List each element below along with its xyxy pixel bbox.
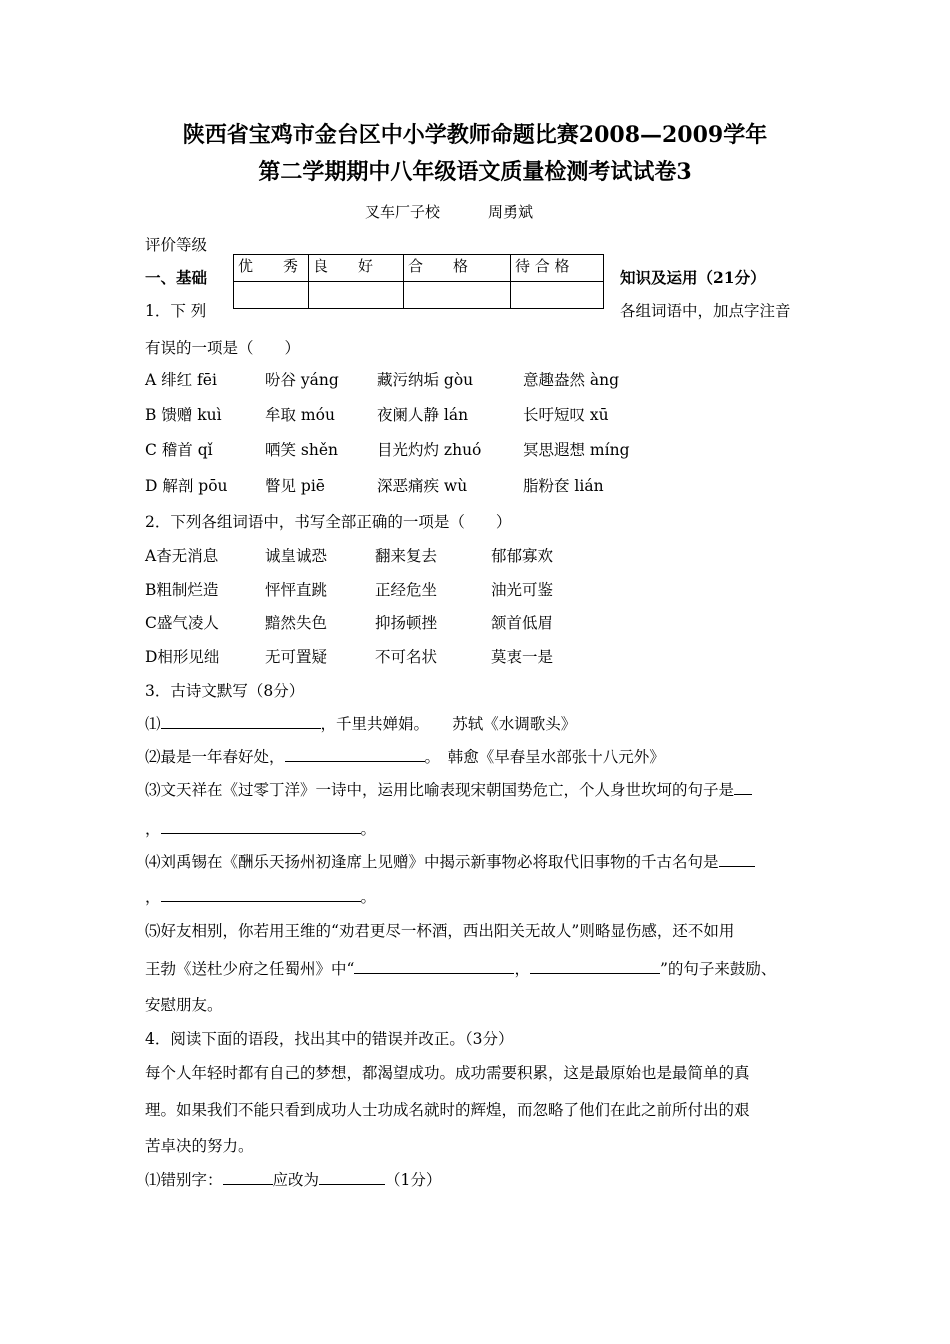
- exam-title-line1: 陕西省宝鸡市金台区中小学教师命题比赛2008—2009学年: [182, 122, 768, 148]
- q1-item: 意趣盎然 àng: [523, 371, 620, 389]
- q3-item-number: ⑴: [145, 715, 161, 733]
- author-name: 周勇斌: [488, 203, 534, 221]
- q3-item-5-line1: ⑸好友相别，你若用王维的“劝君更尽一杯酒，西出阳关无故人”则略显伤感，还不如用: [145, 922, 735, 940]
- q1-item: C 稽首 qǐ: [145, 441, 213, 459]
- q4-passage-line3: 苦卓决的努力。: [145, 1137, 254, 1155]
- answer-blank[interactable]: [530, 958, 660, 974]
- q1-item: 吩谷 yáng: [265, 371, 339, 389]
- q2-item: C盛气凌人: [145, 614, 219, 632]
- q2-item: 翻来复去: [375, 547, 438, 565]
- q1-item: 脂粉奁 lián: [523, 477, 604, 495]
- q3-item-text: ⑵最是一年春好处，: [145, 748, 285, 766]
- answer-blank[interactable]: [161, 713, 321, 729]
- q2-item: 正经危坐: [375, 581, 438, 599]
- q2-item: 郁郁寡欢: [491, 547, 554, 565]
- q2-item: 黯然失色: [265, 614, 328, 632]
- q4-sub-1: [145, 1168, 441, 1190]
- section1-heading-left: 一、基础: [145, 268, 208, 287]
- q4-passage-line1: 每个人年轻时都有自己的梦想，都渴望成功。成功需要积累，这是最原始也是最简单的真: [145, 1064, 750, 1082]
- q1-item: 瞥见 piē: [265, 477, 325, 495]
- q2-item: 无可置疑: [265, 648, 328, 666]
- q4-stem: 4．阅读下面的语段，找出其中的错误并改正。（3分）: [145, 1030, 514, 1048]
- q3-item-text: ”的句子来鼓励、: [659, 960, 777, 978]
- q2-stem: 2．下列各组词语中，书写全部正确的一项是（ ）: [145, 513, 512, 531]
- answer-blank[interactable]: [719, 851, 755, 867]
- q1-item: 冥思遐想 míng: [523, 441, 630, 459]
- exam-title-line2: 第二学期期中八年级语文质量检测考试试卷3: [258, 159, 692, 185]
- answer-blank[interactable]: [734, 779, 752, 795]
- q2-item: 颔首低眉: [491, 614, 554, 632]
- q3-item-5-line3: 安慰朋友。: [145, 996, 223, 1014]
- answer-blank[interactable]: [161, 818, 361, 834]
- q3-item-text: 。 韩愈《早春呈水部张十八元外》: [424, 748, 665, 766]
- q2-item: 诚皇诚恐: [265, 547, 328, 565]
- q4-sub-text: ⑴错别字：: [145, 1171, 223, 1189]
- q2-item: 油光可鉴: [491, 581, 554, 599]
- q3-item-4: [145, 850, 755, 872]
- author-line: [365, 201, 533, 222]
- q1-item: 夜阑人静 lán: [377, 406, 469, 424]
- grade-cell[interactable]: [404, 282, 511, 309]
- q1-item: A 绯红 fēi: [145, 371, 217, 389]
- answer-blank[interactable]: [223, 1169, 273, 1185]
- q2-item: 抑扬顿挫: [375, 614, 438, 632]
- q1-stem-left: 1．下 列: [145, 302, 207, 320]
- q2-item: 莫衷一是: [491, 648, 554, 666]
- q1-item: B 馈赠 kuì: [145, 406, 222, 424]
- q4-sub-text: （1分）: [385, 1171, 442, 1189]
- q3-item-2: [145, 745, 665, 767]
- q1-stem-cont: 有误的一项是（ ）: [145, 339, 301, 357]
- q3-item-1: [145, 712, 576, 734]
- grade-level-excellent: 优 秀: [234, 255, 309, 282]
- q3-item-3: [145, 778, 752, 800]
- q1-item: 深恶痛疾 wù: [377, 477, 468, 495]
- section1-heading-right: 知识及运用（21分）: [620, 268, 766, 287]
- grade-table: [233, 254, 604, 309]
- answer-blank[interactable]: [319, 1169, 385, 1185]
- q1-item: 藏污纳垢 gòu: [377, 371, 474, 389]
- q3-item-3-cont: [145, 817, 376, 839]
- q4-sub-text: 应改为: [272, 1171, 320, 1189]
- grade-level-good: 良 好: [309, 255, 404, 282]
- q3-stem: 3．古诗文默写（8分）: [145, 682, 305, 700]
- q3-item-5-line2: [145, 957, 776, 979]
- q3-item-text: ⑶文天祥在《过零丁洋》一诗中，运用比喻表现宋朝国势危亡，个人身世坎坷的句子是: [145, 781, 735, 799]
- answer-blank[interactable]: [285, 746, 425, 762]
- q1-stem-right: 各组词语中，加点字注音: [620, 302, 791, 320]
- q4-passage-line2: 理。如果我们不能只看到成功人士功成名就时的辉煌，而忽略了他们在此之前所付出的艰: [145, 1101, 750, 1119]
- answer-blank[interactable]: [161, 886, 361, 902]
- school-name: 叉车厂子校: [365, 203, 441, 221]
- q1-item: 哂笑 shěn: [265, 441, 339, 459]
- answer-blank[interactable]: [354, 958, 514, 974]
- q1-item: 目光灼灼 zhuó: [377, 441, 482, 459]
- q3-item-4-cont: [145, 885, 376, 907]
- grade-cell[interactable]: [309, 282, 404, 309]
- grade-level-pass: 合 格: [404, 255, 511, 282]
- q1-item: 牟取 móu: [265, 406, 335, 424]
- q2-item: A杳无消息: [145, 547, 219, 565]
- q3-item-text: ，: [514, 960, 530, 978]
- q3-item-text: ，: [145, 820, 161, 838]
- q3-item-text: ，: [145, 888, 161, 906]
- q3-item-text: ⑷刘禹锡在《酬乐天扬州初逢席上见赠》中揭示新事物必将取代旧事物的千古名句是: [145, 853, 719, 871]
- q2-item: B粗制烂造: [145, 581, 219, 599]
- q1-item: D 解剖 pōu: [145, 477, 228, 495]
- grade-cell[interactable]: [511, 282, 604, 309]
- q2-item: D相形见绌: [145, 648, 220, 666]
- grade-label: 评价等级: [145, 236, 208, 254]
- q1-item: 长吁短叹 xū: [523, 406, 609, 424]
- grade-cell[interactable]: [234, 282, 309, 309]
- q2-item: 怦怦直跳: [265, 581, 328, 599]
- q3-item-text: ，千里共婵娟。 苏轼《水调歌头》: [320, 715, 577, 733]
- q2-item: 不可名状: [375, 648, 438, 666]
- q3-item-text: 王勃《送杜少府之任蜀州》中“: [145, 960, 355, 978]
- q3-item-text: 。: [360, 888, 377, 906]
- q3-item-text: 。: [360, 820, 377, 838]
- grade-level-fail: 待 合 格: [511, 255, 604, 282]
